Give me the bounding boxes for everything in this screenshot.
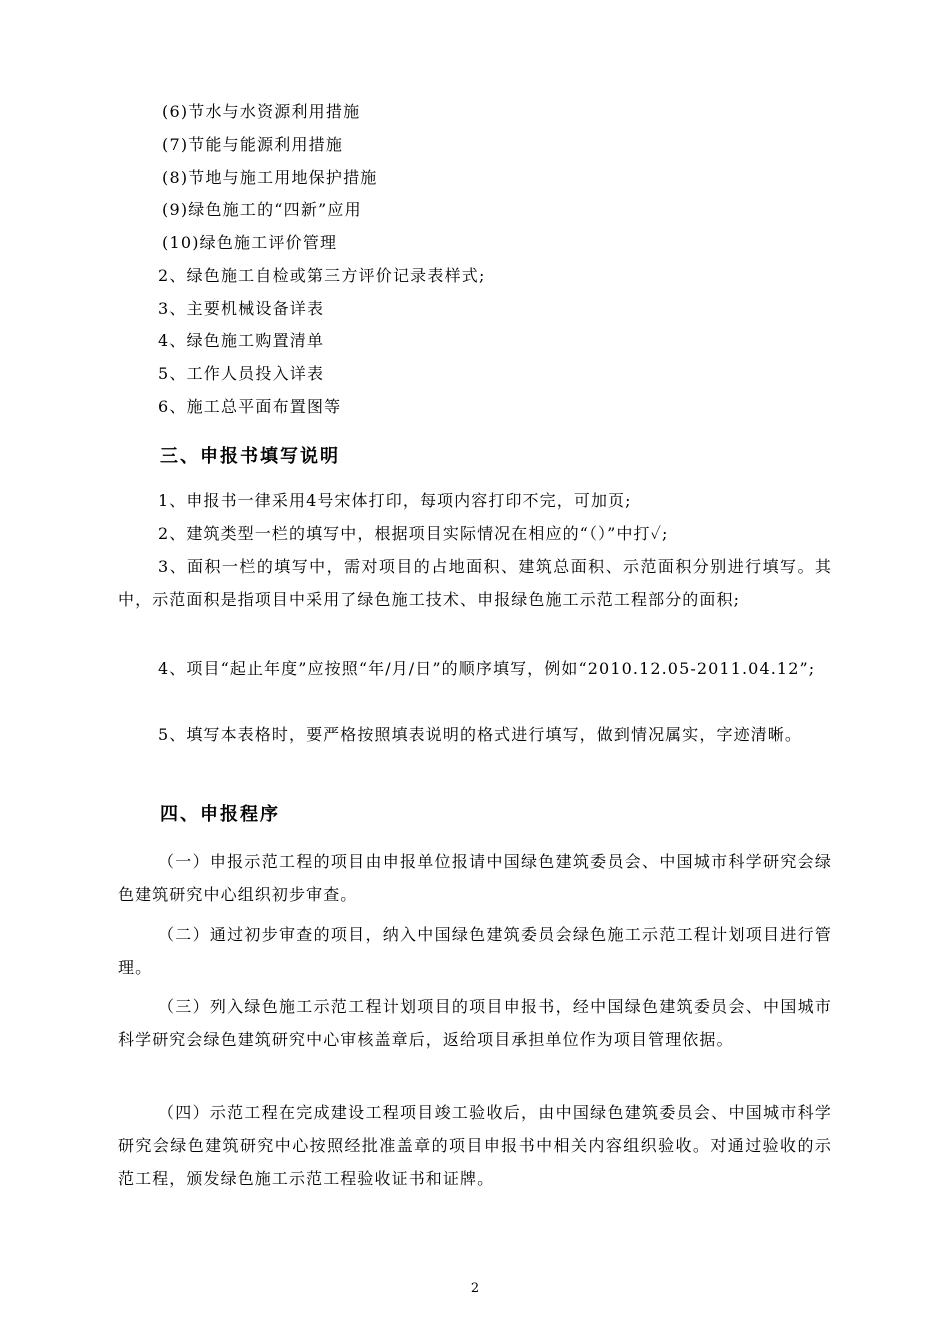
list-item: 5、工作人员投入详表 bbox=[158, 364, 325, 383]
paragraph: 2、建筑类型一栏的填写中，根据项目实际情况在相应的“（）”中打✓; bbox=[158, 524, 669, 543]
list-item: (8)节地与施工用地保护措施 bbox=[162, 168, 378, 187]
paragraph: 4、项目“起止年度”应按照“年/月/日”的顺序填写，例如“2010.12.05-2011.04.12”; bbox=[158, 659, 816, 678]
list-item: 2、绿色施工自检或第三方评价记录表样式; bbox=[158, 266, 486, 285]
section-heading: 三、申报书填写说明 bbox=[160, 446, 340, 467]
paragraph: 3、面积一栏的填写中，需对项目的占地面积、建筑总面积、示范面积分别进行填写。其中，示范面积是指项目中采用了绿色施工技术、申报绿色施工示范工程部分的面积; bbox=[118, 557, 832, 609]
paragraph: （三）列入绿色施工示范工程计划项目的项目申报书，经中国绿色建筑委员会、中国城市科学研究会绿色建筑研究中心审核盖章后，返给项目承担单位作为项目管理依据。 bbox=[118, 997, 832, 1049]
paragraph: （四）示范工程在完成建设工程项目竣工验收后，由中国绿色建筑委员会、中国城市科学研究会绿色建筑研究中心按照经批准盖章的项目申报书中相关内容组织验收。对通过验收的示范工程，颁发绿色施工示范工程验收证书和证牌。 bbox=[118, 1103, 832, 1188]
list-item: 3、主要机械设备详表 bbox=[158, 299, 325, 318]
list-item: (7)节能与能源利用措施 bbox=[162, 135, 344, 154]
paragraph: 5、填写本表格时，要严格按照填表说明的格式进行填写，做到情况属实，字迹清晰。 bbox=[158, 725, 802, 744]
paragraph: 1、申报书一律采用4号宋体打印，每项内容打印不完，可加页; bbox=[158, 491, 632, 510]
list-item: (6)节水与水资源利用措施 bbox=[162, 102, 361, 121]
paragraph: （一）申报示范工程的项目由申报单位报请中国绿色建筑委员会、中国城市科学研究会绿色建筑研究中心组织初步审查。 bbox=[118, 852, 832, 904]
list-item: (10)绿色施工评价管理 bbox=[162, 233, 338, 252]
list-item: 4、绿色施工购置清单 bbox=[158, 331, 325, 350]
list-item: 6、施工总平面布置图等 bbox=[158, 397, 342, 416]
paragraph: （二）通过初步审查的项目，纳入中国绿色建筑委员会绿色施工示范工程计划项目进行管理。 bbox=[118, 925, 832, 977]
section-heading: 四、申报程序 bbox=[160, 804, 280, 825]
list-item: (9)绿色施工的“四新”应用 bbox=[162, 200, 362, 219]
page-number: 2 bbox=[470, 1281, 480, 1296]
